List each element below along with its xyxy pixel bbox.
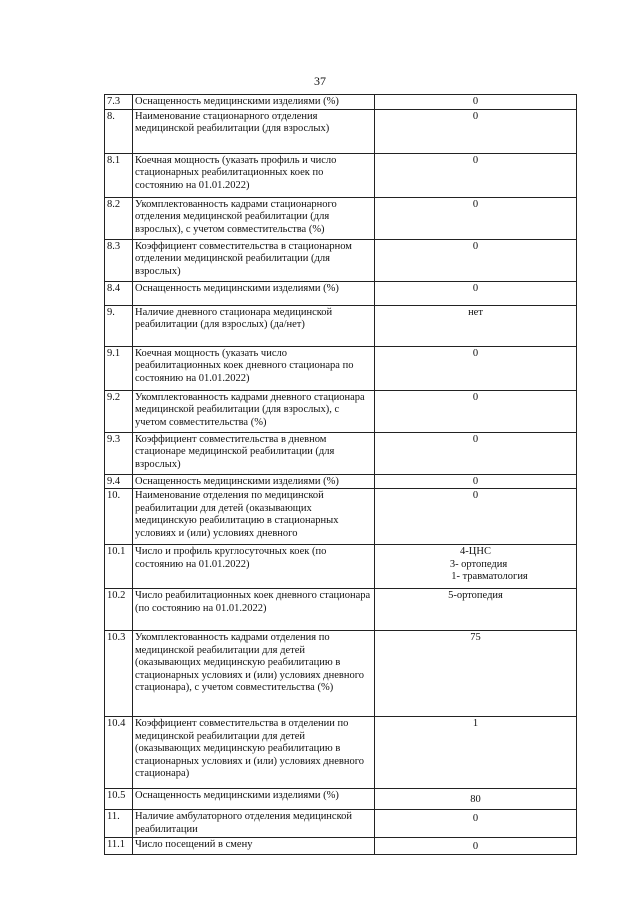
table-row xyxy=(105,489,577,545)
table-row xyxy=(105,95,577,110)
row-number: 10.4 xyxy=(105,717,133,789)
row-name: Укомплектованность кадрами отделения по медицинской реабилитации для детей (оказывающих медицинскую реабилитацию в стационарных условиях и (или) условиях дневного стационара), с учетом совместительства (%) xyxy=(133,631,375,717)
row-value: нет xyxy=(375,306,577,347)
row-number: 10.3 xyxy=(105,631,133,717)
row-value: 80 xyxy=(375,789,577,810)
row-number: 10. xyxy=(105,489,133,545)
row-number: 7.3 xyxy=(105,95,133,110)
row-name: Коечная мощность (указать профиль и число стационарных реабилитационных коек по состоянию на 01.01.2022) xyxy=(133,154,375,198)
table-row xyxy=(105,789,577,810)
row-number: 10.1 xyxy=(105,545,133,589)
table-row xyxy=(105,433,577,475)
table-row xyxy=(105,545,577,589)
table-row xyxy=(105,838,577,854)
row-value: 0 xyxy=(375,475,577,489)
row-name: Оснащенность медицинскими изделиями (%) xyxy=(133,789,375,810)
row-number: 9.2 xyxy=(105,391,133,433)
row-value: 1 xyxy=(375,717,577,789)
row-name: Коечная мощность (указать число реабилитационных коек дневного стационара по состоянию на 01.01.2022) xyxy=(133,347,375,391)
table-row xyxy=(105,306,577,347)
table-row xyxy=(105,154,577,198)
table-row xyxy=(105,631,577,717)
row-number: 8.1 xyxy=(105,154,133,198)
row-value: 75 xyxy=(375,631,577,717)
row-number: 10.2 xyxy=(105,589,133,631)
row-number: 8.3 xyxy=(105,240,133,282)
row-value: 4-ЦНС 3- ортопедия 1- травматология xyxy=(375,545,577,589)
table-row xyxy=(105,475,577,489)
row-value: 0 xyxy=(375,282,577,306)
row-name: Коэффициент совместительства в стационарном отделении медицинской реабилитации (для взрослых) xyxy=(133,240,375,282)
row-value: 0 xyxy=(375,347,577,391)
row-number: 10.5 xyxy=(105,789,133,810)
page-number: 37 xyxy=(314,74,326,88)
row-name: Наличие дневного стационара медицинской реабилитации (для взрослых) (да/нет) xyxy=(133,306,375,347)
row-number: 9.1 xyxy=(105,347,133,391)
table-row xyxy=(105,240,577,282)
row-number: 8.4 xyxy=(105,282,133,306)
table-row xyxy=(105,282,577,306)
row-name: Коэффициент совместительства в дневном стационаре медицинской реабилитации (для взрослых) xyxy=(133,433,375,475)
row-value: 0 xyxy=(375,110,577,154)
row-number: 11.1 xyxy=(105,838,133,854)
table-row xyxy=(105,391,577,433)
row-number: 11. xyxy=(105,810,133,838)
row-name: Число посещений в смену xyxy=(133,838,375,854)
row-value: 0 xyxy=(375,198,577,240)
row-name: Коэффициент совместительства в отделении по медицинской реабилитации для детей (оказывающих медицинскую реабилитацию в стационарных условиях и (или) условиях дневного стационара) xyxy=(133,717,375,789)
row-value: 0 xyxy=(375,240,577,282)
row-value: 0 xyxy=(375,489,577,545)
table-row xyxy=(105,589,577,631)
row-name: Наименование отделения по медицинской реабилитации для детей (оказывающих медицинскую реабилитацию в стационарных условиях и (или) условиях дневного xyxy=(133,489,375,545)
row-number: 8.2 xyxy=(105,198,133,240)
row-value: 5-ортопедия xyxy=(375,589,577,631)
table-row xyxy=(105,110,577,154)
row-number: 9. xyxy=(105,306,133,347)
row-name: Оснащенность медицинскими изделиями (%) xyxy=(133,475,375,489)
table-row xyxy=(105,347,577,391)
row-number: 9.4 xyxy=(105,475,133,489)
row-name: Наименование стационарного отделения медицинской реабилитации (для взрослых) xyxy=(133,110,375,154)
row-value: 0 xyxy=(375,810,577,838)
data-table xyxy=(104,94,577,855)
row-number: 8. xyxy=(105,110,133,154)
row-name: Укомплектованность кадрами стационарного отделения медицинской реабилитации (для взрослых), с учетом совместительства (%) xyxy=(133,198,375,240)
row-number: 9.3 xyxy=(105,433,133,475)
row-name: Наличие амбулаторного отделения медицинской реабилитации xyxy=(133,810,375,838)
row-name: Оснащенность медицинскими изделиями (%) xyxy=(133,282,375,306)
row-value: 0 xyxy=(375,95,577,110)
row-name: Число реабилитационных коек дневного стационара (по состоянию на 01.01.2022) xyxy=(133,589,375,631)
row-name: Оснащенность медицинскими изделиями (%) xyxy=(133,95,375,110)
table-row xyxy=(105,198,577,240)
table-row xyxy=(105,717,577,789)
row-value: 0 xyxy=(375,154,577,198)
row-name: Число и профиль круглосуточных коек (по состоянию на 01.01.2022) xyxy=(133,545,375,589)
row-value: 0 xyxy=(375,433,577,475)
row-name: Укомплектованность кадрами дневного стационара медицинской реабилитации (для взрослых), с учетом совместительства (%) xyxy=(133,391,375,433)
table-row xyxy=(105,810,577,838)
row-value: 0 xyxy=(375,391,577,433)
row-value: 0 xyxy=(375,838,577,854)
